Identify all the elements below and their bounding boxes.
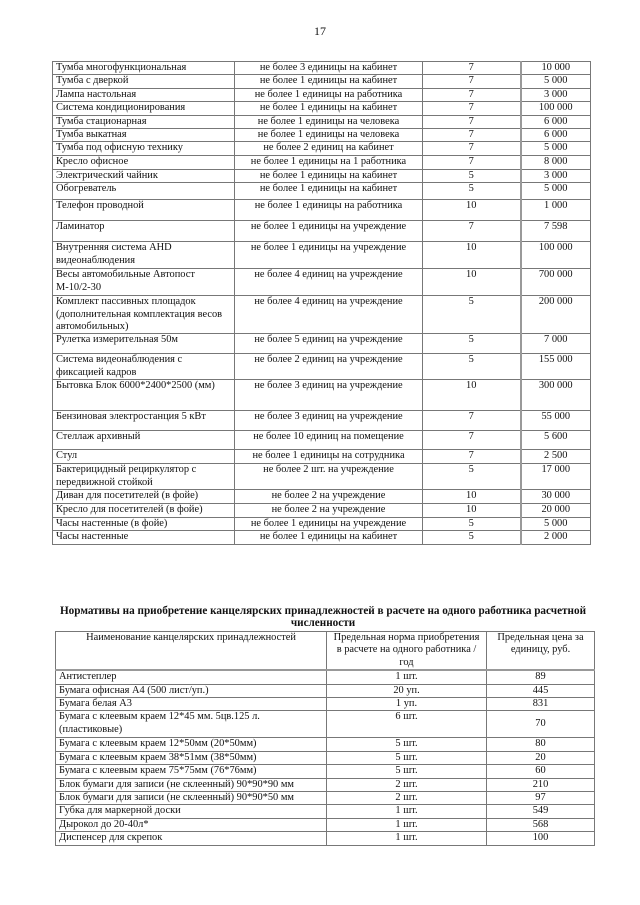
item-name: Бактерицидный рециркулятор с передвижной стойкой: [53, 464, 235, 490]
table-row: [53, 102, 591, 115]
table-row: [56, 832, 595, 845]
table-row: [56, 818, 595, 831]
item-price: 700 000: [521, 269, 591, 296]
table-row: [53, 129, 591, 142]
item-price: 8 000: [521, 156, 591, 169]
table-row: [53, 169, 591, 182]
item-norm: не более 1 единицы на человека: [235, 115, 423, 128]
item-price: 100: [487, 832, 595, 845]
item-norm: 1 шт.: [327, 832, 487, 845]
item-service-years: 7: [423, 411, 521, 431]
item-norm: 20 уп.: [327, 684, 487, 697]
item-norm: не более 1 единицы на работника: [235, 88, 423, 101]
item-norm: не более 2 единиц на учреждение: [235, 354, 423, 380]
item-norm: 2 шт.: [327, 792, 487, 805]
table-row: [53, 296, 591, 334]
item-price: 6 000: [521, 129, 591, 142]
table-row: [53, 269, 591, 296]
table-row: [56, 698, 595, 711]
item-name: Бытовка Блок 6000*2400*2500 (мм): [53, 380, 235, 411]
furniture-norms-table: [52, 61, 591, 545]
item-price: 7 598: [521, 221, 591, 242]
table-header-row: [56, 632, 595, 671]
item-norm: не более 1 единицы на учреждение: [235, 517, 423, 530]
item-service-years: 7: [423, 142, 521, 156]
item-price: 100 000: [521, 242, 591, 269]
item-norm: не более 3 единиц на учреждение: [235, 380, 423, 411]
header-name: Наименование канцелярских принадлежностей: [56, 632, 327, 671]
item-price: 20: [487, 751, 595, 764]
item-name: Диспенсер для скрепок: [56, 832, 327, 845]
item-name: Телефон проводной: [53, 200, 235, 221]
item-price: 2 000: [521, 531, 591, 544]
item-norm: не более 2 шт. на учреждение: [235, 464, 423, 490]
item-name: Лампа настольная: [53, 88, 235, 101]
item-name: Весы автомобильные Автопост М-10/2-30: [53, 269, 235, 296]
table-row: [53, 517, 591, 530]
item-service-years: 7: [423, 115, 521, 128]
item-price: 445: [487, 684, 595, 697]
item-price: 210: [487, 778, 595, 791]
item-name: Часы настенные: [53, 531, 235, 544]
item-norm: 1 шт.: [327, 818, 487, 831]
item-norm: не более 1 единицы на человека: [235, 129, 423, 142]
item-name: Стул: [53, 450, 235, 464]
table-row: [56, 738, 595, 751]
item-norm: не более 1 единицы на работника: [235, 200, 423, 221]
item-price: 3 000: [521, 88, 591, 101]
table-row: [53, 450, 591, 464]
item-service-years: 7: [423, 156, 521, 169]
item-norm: 1 шт.: [327, 805, 487, 818]
item-norm: не более 4 единиц на учреждение: [235, 296, 423, 334]
item-norm: 1 уп.: [327, 698, 487, 711]
item-service-years: 10: [423, 490, 521, 503]
item-service-years: 5: [423, 183, 521, 200]
item-name: Антистеплер: [56, 670, 327, 684]
item-service-years: 7: [423, 431, 521, 450]
item-name: Ламинатор: [53, 221, 235, 242]
item-price: 5 000: [521, 517, 591, 530]
item-price: 20 000: [521, 503, 591, 517]
item-norm: не более 1 единицы на кабинет: [235, 183, 423, 200]
item-service-years: 7: [423, 75, 521, 88]
stationery-norms-table: [55, 631, 595, 846]
item-service-years: 5: [423, 334, 521, 354]
item-norm: 5 шт.: [327, 751, 487, 764]
item-price: 2 500: [521, 450, 591, 464]
item-service-years: 5: [423, 169, 521, 182]
item-norm: 1 шт.: [327, 670, 487, 684]
item-norm: не более 1 единицы на кабинет: [235, 531, 423, 544]
table-row: [56, 711, 595, 738]
item-price: 7 000: [521, 334, 591, 354]
item-norm: 6 шт.: [327, 711, 487, 738]
table-row: [56, 778, 595, 791]
item-price: 60: [487, 765, 595, 778]
item-service-years: 7: [423, 88, 521, 101]
item-service-years: 10: [423, 269, 521, 296]
item-norm: не более 1 единицы на кабинет: [235, 75, 423, 88]
item-norm: не более 2 на учреждение: [235, 503, 423, 517]
table-row: [53, 62, 591, 75]
item-service-years: 5: [423, 531, 521, 544]
item-price: 30 000: [521, 490, 591, 503]
item-name: Тумба с дверкой: [53, 75, 235, 88]
table-row: [53, 464, 591, 490]
table-row: [56, 751, 595, 764]
item-norm: не более 1 единицы на кабинет: [235, 169, 423, 182]
table-row: [53, 380, 591, 411]
item-price: 6 000: [521, 115, 591, 128]
item-name: Система кондиционирования: [53, 102, 235, 115]
item-service-years: 5: [423, 296, 521, 334]
item-name: Часы настенные (в фойе): [53, 517, 235, 530]
item-norm: 2 шт.: [327, 778, 487, 791]
item-price: 5 000: [521, 75, 591, 88]
item-name: Дырокол до 20-40л*: [56, 818, 327, 831]
item-service-years: 5: [423, 517, 521, 530]
item-price: 17 000: [521, 464, 591, 490]
item-norm: не более 1 единицы на учреждение: [235, 221, 423, 242]
item-service-years: 10: [423, 200, 521, 221]
table-row: [53, 431, 591, 450]
item-name: Электрический чайник: [53, 169, 235, 182]
item-price: 100 000: [521, 102, 591, 115]
stationery-section-title: Нормативы на приобретение канцелярских принадлежностей в расчете на одного работника расчетной численности: [59, 605, 587, 630]
item-name: Кресло для посетителей (в фойе): [53, 503, 235, 517]
item-norm: не более 1 единицы на кабинет: [235, 102, 423, 115]
item-norm: не более 3 единицы на кабинет: [235, 62, 423, 75]
item-name: Кресло офисное: [53, 156, 235, 169]
table-row: [56, 805, 595, 818]
table-row: [56, 792, 595, 805]
item-name: Тумба под офисную технику: [53, 142, 235, 156]
item-price: 70: [487, 711, 595, 738]
item-price: 155 000: [521, 354, 591, 380]
item-name: Тумба выкатная: [53, 129, 235, 142]
item-price: 300 000: [521, 380, 591, 411]
item-norm: 5 шт.: [327, 738, 487, 751]
item-price: 831: [487, 698, 595, 711]
table-row: [53, 221, 591, 242]
item-price: 55 000: [521, 411, 591, 431]
item-service-years: 5: [423, 354, 521, 380]
item-name: Блок бумаги для записи (не склеенный) 90*90*90 мм: [56, 778, 327, 791]
item-service-years: 10: [423, 503, 521, 517]
table-row: [53, 142, 591, 156]
table-row: [53, 115, 591, 128]
item-name: Система видеонаблюдения с фиксацией кадров: [53, 354, 235, 380]
table-row: [53, 75, 591, 88]
table-row: [53, 490, 591, 503]
item-name: Тумба многофункциональная: [53, 62, 235, 75]
item-price: 89: [487, 670, 595, 684]
table-row: [53, 503, 591, 517]
table-row: [53, 156, 591, 169]
page-number: 17: [314, 24, 326, 38]
item-price: 549: [487, 805, 595, 818]
table-row: [53, 242, 591, 269]
item-service-years: 5: [423, 464, 521, 490]
item-price: 5 600: [521, 431, 591, 450]
item-price: 3 000: [521, 169, 591, 182]
table-row: [53, 183, 591, 200]
item-service-years: 10: [423, 242, 521, 269]
item-service-years: 7: [423, 62, 521, 75]
item-norm: не более 1 единицы на сотрудника: [235, 450, 423, 464]
item-service-years: 10: [423, 380, 521, 411]
item-name: Обогреватель: [53, 183, 235, 200]
item-name: Диван для посетителей (в фойе): [53, 490, 235, 503]
item-norm: не более 3 единиц на учреждение: [235, 411, 423, 431]
item-price: 10 000: [521, 62, 591, 75]
table-row: [53, 88, 591, 101]
item-name: Бумага офисная А4 (500 лист/уп.): [56, 684, 327, 697]
item-name: Блок бумаги для записи (не склеенный) 90*90*50 мм: [56, 792, 327, 805]
item-service-years: 7: [423, 102, 521, 115]
item-price: 5 000: [521, 142, 591, 156]
item-name: Внутренняя система AHD видеонаблюдения: [53, 242, 235, 269]
item-name: Бумага с клеевым краем 75*75мм (76*76мм): [56, 765, 327, 778]
header-norm: Предельная норма приобретения в расчете на одного работника / год: [327, 632, 487, 671]
table-row: [53, 531, 591, 544]
table-row: [53, 200, 591, 221]
item-name: Бумага с клеевым краем 38*51мм (38*50мм): [56, 751, 327, 764]
item-service-years: 7: [423, 221, 521, 242]
item-name: Бумага с клеевым краем 12*45 мм. 5цв.125 л. (пластиковые): [56, 711, 327, 738]
item-norm: не более 2 на учреждение: [235, 490, 423, 503]
table-row: [56, 765, 595, 778]
item-norm: не более 10 единиц на помещение: [235, 431, 423, 450]
table-row: [56, 684, 595, 697]
item-name: Бензиновая электростанция 5 кВт: [53, 411, 235, 431]
item-norm: 5 шт.: [327, 765, 487, 778]
item-price: 200 000: [521, 296, 591, 334]
item-service-years: 7: [423, 450, 521, 464]
item-price: 80: [487, 738, 595, 751]
item-price: 97: [487, 792, 595, 805]
item-price: 1 000: [521, 200, 591, 221]
header-price: Предельная цена за единицу, руб.: [487, 632, 595, 671]
item-name: Комплект пассивных площадок (дополнительная комплектация весов автомобильных): [53, 296, 235, 334]
item-name: Бумага с клеевым краем 12*50мм (20*50мм): [56, 738, 327, 751]
table-row: [56, 670, 595, 684]
table-row: [53, 411, 591, 431]
table-row: [53, 334, 591, 354]
item-norm: не более 1 единицы на 1 работника: [235, 156, 423, 169]
item-price: 5 000: [521, 183, 591, 200]
item-price: 568: [487, 818, 595, 831]
item-service-years: 7: [423, 129, 521, 142]
table-row: [53, 354, 591, 380]
item-name: Рулетка измерительная 50м: [53, 334, 235, 354]
item-norm: не более 5 единиц на учреждение: [235, 334, 423, 354]
item-norm: не более 2 единиц на кабинет: [235, 142, 423, 156]
item-norm: не более 1 единицы на учреждение: [235, 242, 423, 269]
item-name: Стеллаж архивный: [53, 431, 235, 450]
item-norm: не более 4 единиц на учреждение: [235, 269, 423, 296]
item-name: Губка для маркерной доски: [56, 805, 327, 818]
item-name: Бумага белая А3: [56, 698, 327, 711]
item-name: Тумба стационарная: [53, 115, 235, 128]
